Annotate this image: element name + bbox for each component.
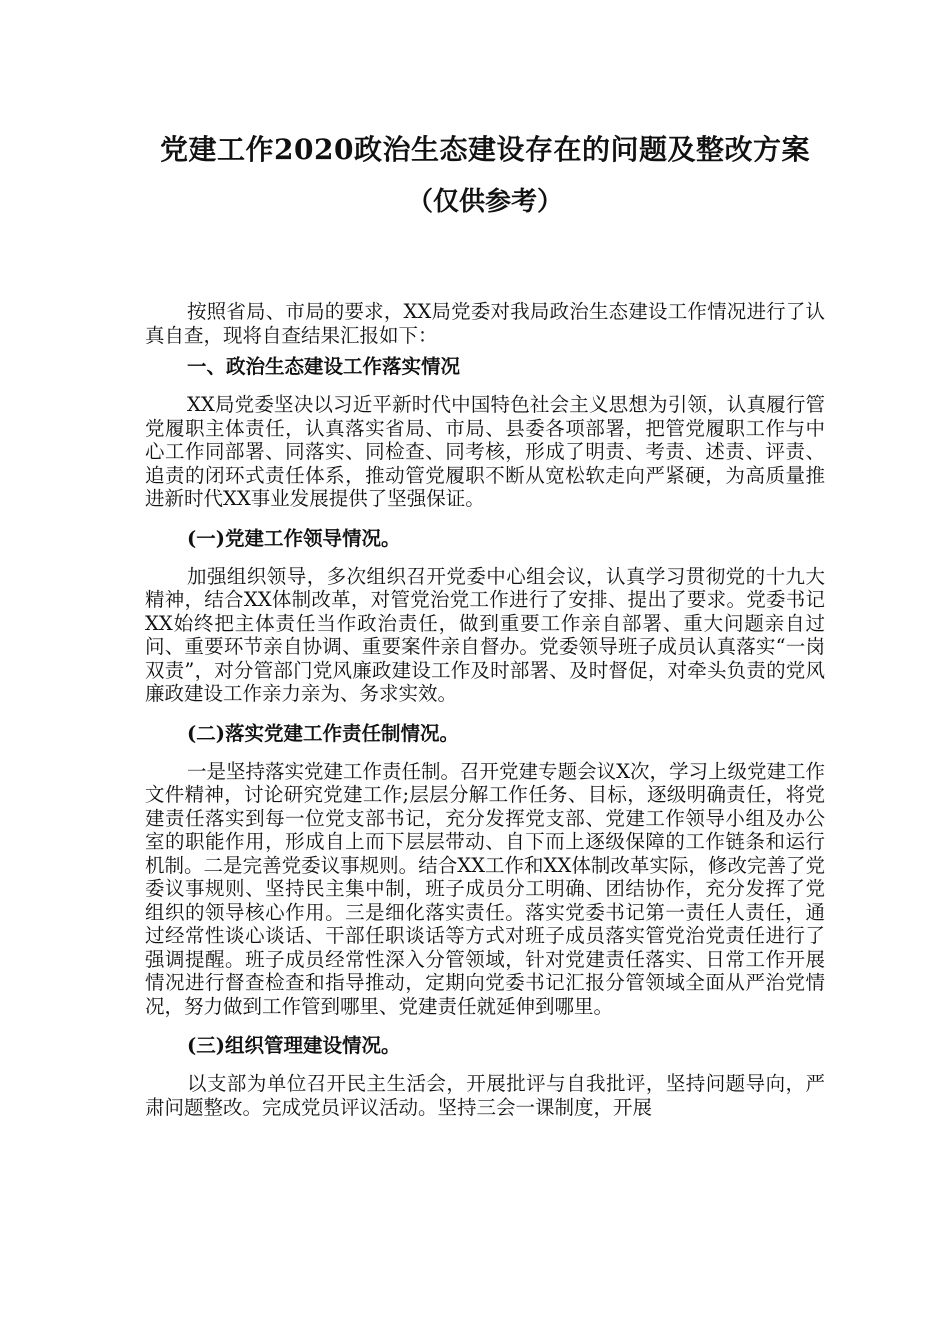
document-title: 党建工作2020政治生态建设存在的问题及整改方案: [160, 133, 810, 166]
subsection-heading-1: (一)党建工作领导情况。: [187, 526, 401, 550]
section-1-paragraph: XX局党委坚决以习近平新时代中国特色社会主义思想为引领，认真履行管党履职主体责任，认真落实省局、市局、县委各项部署，把管党履职工作与中心工作同部署、同落实、同检查、同考核，形成了明责、考责、述责、评责、追责的闭环式责任体系，推动管党履职不断从宽松软走向严紧硬，为高质量推进新时代XX事业发展提供了坚强保证。: [145, 393, 825, 510]
subsection-3-paragraph: 以支部为单位召开民主生活会，开展批评与自我批评，坚持问题导向，严肃问题整改。完成党员评议活动。坚持三会一课制度，开展: [145, 1072, 825, 1119]
document-body: [145, 300, 825, 1119]
document-subtitle: （仅供参考）: [406, 187, 563, 217]
subsection-heading-3: (三)组织管理建设情况。: [187, 1034, 401, 1057]
document-page: [145, 128, 825, 1127]
subsection-2-paragraph: 一是坚持落实党建工作责任制。召开党建专题会议X次，学习上级党建工作文件精神，讨论研究党建工作;层层分解工作任务、目标，逐级明确责任，将党建责任落实到每一位党支部书记，充分发挥党支部、党建工作领导小组及办公室的职能作用，形成自上而下层层带动、自下而上逐级保障的工作链条和运行机制。二是完善党委议事规则。结合XX工作和XX体制改革实际，修改完善了党委议事规则、坚持民主集中制，班子成员分工明确、团结协作，充分发挥了党组织的领导核心作用。三是细化落实责任。落实党委书记第一责任人责任，通过经常性谈心谈话、干部任职谈话等方式对班子成员落实管党治党责任进行了强调提醒。班子成员经常性深入分管领域，针对党建责任落实、日常工作开展情况进行督查检查和指导推动，定期向党委书记汇报分管领域全面从严治党情况，努力做到工作管到哪里、党建责任就延伸到哪里。: [145, 759, 825, 1018]
subsection-1-paragraph: 加强组织领导，多次组织召开党委中心组会议，认真学习贯彻党的十九大精神，结合XX体制改革，对管党治党工作进行了安排、提出了要求。党委书记XX始终把主体责任当作政治责任，做到重要工作亲自部署、重大问题亲自过问、重要环节亲自协调、重要案件亲自督办。党委领导班子成员认真落实“一岗双责”，对分管部门党风廉政建设工作及时部署、及时督促，对牵头负责的党风廉政建设工作亲力亲为、务求实效。: [145, 564, 825, 705]
section-heading-1: 一、政治生态建设工作落实情况: [187, 355, 461, 378]
intro-paragraph: 按照省局、市局的要求，XX局党委对我局政治生态建设工作情况进行了认真自查，现将自查结果汇报如下：: [145, 300, 825, 347]
subsection-heading-2: (二)落实党建工作责任制情况。: [187, 721, 459, 745]
